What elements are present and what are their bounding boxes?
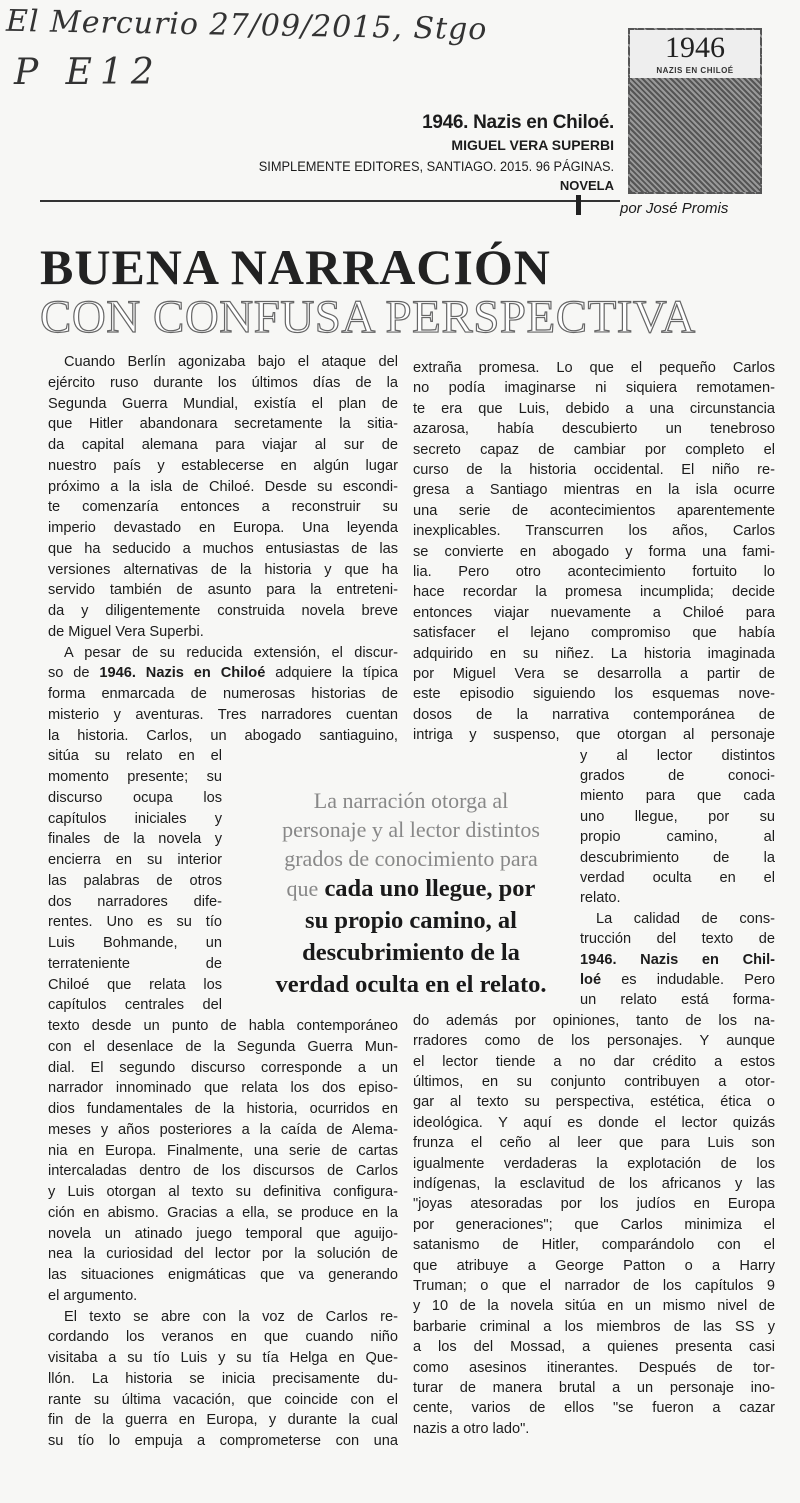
- article-line: como asesinos itinerantes. Después de tor-: [413, 1359, 775, 1376]
- article-line: El texto se abre con la voz de Carlos re-: [64, 1308, 398, 1325]
- article-line: satisfacer el lejano compromiso que había: [413, 625, 775, 642]
- article-line: miento para que cada: [580, 788, 775, 805]
- book-publisher: SIMPLEMENTE EDITORES, SANTIAGO. 2015. 96 PÁGINAS.: [258, 159, 614, 174]
- article-line: imperio devastado en Europa. Una leyenda: [48, 520, 398, 536]
- pull-quote-line: [236, 905, 586, 937]
- pull-quote-line: [236, 873, 586, 905]
- pull-quote-line: La narración otorga al: [313, 788, 509, 813]
- article-line: la historia. Carlos, un abogado santiaguino,: [48, 727, 398, 744]
- article-line: dos narradores dife-: [48, 893, 222, 910]
- article-line: ción en abismo. Gracias a ella, se produce en la: [48, 1204, 398, 1221]
- article-line: extraña promesa. Lo que el pequeño Carlos: [413, 360, 775, 376]
- handwritten-page-note: P E12: [14, 52, 162, 93]
- article-line: visitaba a su tío Luis y su tía Helga en Que-: [48, 1350, 398, 1366]
- article-line: nazis a otro lado".: [413, 1420, 530, 1437]
- pull-quote-line: grados de conocimiento para: [284, 846, 538, 871]
- article-line: cente, varios de ellos "se fueron a cazar: [413, 1400, 775, 1417]
- article-line: forma enmarcada de numerosas historias de: [48, 686, 398, 702]
- article-line: verdad oculta en el: [580, 870, 775, 886]
- article-line: propio camino, al: [580, 829, 775, 846]
- article-line: las palabras de otros: [48, 872, 222, 889]
- article-line: últimos, en su conjunto contribuyen a otor-: [413, 1074, 775, 1090]
- article-line: rradores como de los personajes. Y aunque: [413, 1033, 775, 1050]
- article-line: misterio y aventuras. Tres narradores cuentan: [48, 706, 398, 723]
- article-line: [580, 950, 775, 970]
- article-line: texto desde un punto de habla contemporáneo: [48, 1018, 398, 1034]
- article-line: discurso ocupa los: [48, 789, 222, 806]
- article-line: frunza el ceño al leer que para Luis son: [413, 1135, 775, 1152]
- article-line: Luis Bohmande, un: [48, 935, 222, 951]
- byline-marker: [576, 195, 581, 215]
- article-line: el argumento.: [48, 1287, 138, 1304]
- article-line: gresa a Santiago mientras en la isla ocurre: [413, 482, 775, 499]
- pull-quote-line: [236, 969, 586, 1001]
- article-line: Segunda Guerra Mundial, existía el plan de: [48, 395, 398, 412]
- article-line: finales de la novela y: [48, 831, 222, 848]
- article-line: curso de la historia occidental. El niño re-: [413, 462, 775, 478]
- article-line: [48, 663, 398, 683]
- article-line: satanismo de Hitler, comparándolo con el: [413, 1237, 775, 1254]
- pull-quote-emphasis: verdad oculta en el relato.: [275, 971, 547, 998]
- article-line: las situaciones enigmáticas que va generando: [48, 1267, 398, 1283]
- article-line: ideológica. Y aquí es donde el lector quizás: [413, 1114, 775, 1131]
- article-line: secreto capaz de cambiar por completo el: [413, 441, 775, 458]
- article-line: a los del Mossad, a quienes presenta casi: [413, 1339, 775, 1356]
- article-line: Chiloé que relata los: [48, 976, 222, 993]
- pull-quote-emphasis: cada uno llegue, por: [324, 875, 536, 902]
- pull-quote: [236, 786, 586, 1001]
- article-line: La calidad de cons-: [596, 910, 775, 927]
- article-line: sitúa su relato en el: [48, 748, 222, 765]
- article-line: turar de manera brutal a un personaje ino-: [413, 1380, 775, 1396]
- article-line: indígenas, la esclavitud de los africanos y las: [413, 1176, 775, 1192]
- article-line: trucción del texto de: [580, 931, 775, 948]
- cover-title: 1946: [665, 31, 725, 64]
- article-line: lia. Pero otro acontecimiento fortuito lo: [413, 564, 775, 580]
- pull-quote-emphasis: su propio camino, al: [305, 907, 517, 934]
- article-line: barbarie criminal a los miembros de las SS y: [413, 1318, 775, 1335]
- article-line: A pesar de su reducida extensión, el discur-: [64, 644, 398, 661]
- article-line: descubrimiento de la: [580, 849, 775, 866]
- article-line: llón. La historia se inicia precisamente du-: [48, 1370, 398, 1387]
- pull-quote-lead: que: [286, 876, 319, 901]
- article-line: este episodio siguiendo los esquemas nove-: [413, 686, 775, 703]
- article-line: da capital alemana para viajar al sur de: [48, 437, 398, 453]
- article-line: que Hitler abandonara secretamente la sitia-: [48, 416, 398, 433]
- article-line: entonces viajar nuevamente a Chiloé para: [413, 604, 775, 621]
- article-line: gar al texto su perspectiva, estética, ética o: [413, 1094, 775, 1111]
- article-line: ejército ruso durante los últimos días de la: [48, 374, 398, 391]
- pull-quote-line: personaje y al lector distintos: [282, 817, 540, 842]
- headline: BUENA NARRACIÓN: [40, 239, 551, 295]
- article-line: dios fundamentales de la historia, ocurridos en: [48, 1101, 398, 1117]
- article-line: no podía imaginarse ni siquiera remotamen-: [413, 380, 775, 397]
- article-line: [580, 970, 775, 990]
- article-line: "joyas atesoradas por los judíos en Europa: [413, 1196, 775, 1213]
- article-line: nuestro país y establecerse en algún lugar: [48, 457, 398, 474]
- article-line: y al lector distintos: [580, 747, 775, 764]
- article-line: momento presente; su: [48, 769, 222, 785]
- article-line: rentes. Uno es su tío: [48, 914, 222, 931]
- article-line: grados de conoci-: [580, 768, 775, 784]
- book-title-mention: 1946. Nazis en Chiloé: [99, 665, 266, 682]
- article-line: intercaladas dentro de los discursos de Carlos: [48, 1163, 398, 1180]
- article-line: terrateniente de: [48, 955, 222, 972]
- article-line: Truman; o que el narrador de los capítulos 9: [413, 1278, 775, 1294]
- article-line: nea la curiosidad del lector por la solución de: [48, 1246, 398, 1263]
- cover-subtitle: NAZIS EN CHILOÉ: [656, 66, 734, 75]
- headline-sub: CON CONFUSA PERSPECTIVA: [40, 291, 696, 343]
- article-line: encierra en su interior: [48, 852, 222, 868]
- article-line: intriga y suspenso, que otorgan al personaje: [413, 727, 775, 744]
- article-line: servido también de asunto para la entreteni-: [48, 582, 398, 599]
- article-line: Cuando Berlín agonizaba bajo el ataque del: [64, 354, 398, 370]
- book-title-mention: 1946. Nazis en Chil-: [580, 951, 775, 968]
- book-title: 1946. Nazis en Chiloé.: [422, 112, 614, 133]
- article-line: próximo a la isla de Chiloé. Desde su escondi-: [48, 478, 398, 495]
- article-line: da y diligentemente construida novela breve: [48, 603, 398, 619]
- article-line: el lector tiende a no dar crédito a estos: [413, 1053, 775, 1070]
- article-line: novela un atinado juego temporal que aguijo-: [48, 1225, 398, 1242]
- handwritten-source-note: El Mercurio 27/09/2015, Stgo: [5, 3, 488, 48]
- line-text: adquiere la típica: [265, 665, 398, 682]
- article-line: nia en Europa. Finalmente, una serie de cartas: [48, 1142, 398, 1159]
- article-line: hace recordar la promesa incumplida; decide: [413, 584, 775, 601]
- article-line: azarosa, había descubierto un tenebroso: [413, 421, 775, 438]
- article-line: igualmente verdaderas la explotación de los: [413, 1155, 775, 1172]
- article-line: rante su última vacación, que coincide con el: [48, 1391, 398, 1408]
- article-line: meses y años posteriores a la caída de Alema-: [48, 1121, 398, 1138]
- line-text: es indudable. Pero: [601, 972, 775, 988]
- article-line: adquirido en su niñez. La historia imaginada: [413, 645, 775, 662]
- article-line: y Luis otorgan al texto su definitiva configura-: [48, 1184, 398, 1200]
- article-line: por generaciones"; que Carlos minimiza el: [413, 1216, 775, 1233]
- book-cover-image: [628, 28, 762, 194]
- article-line: su tío lo empuja a comprometerse con una: [48, 1433, 398, 1449]
- book-genre: NOVELA: [559, 178, 614, 193]
- line-text: so de: [48, 665, 100, 682]
- article-line: de Miguel Vera Superbi.: [48, 623, 204, 640]
- article-line: cordando los veranos en que cuando niño: [48, 1329, 398, 1346]
- pull-quote-emphasis: descubrimiento de la: [302, 939, 520, 966]
- article-line: que atribuye a George Patton o a Harry: [413, 1257, 775, 1274]
- article-line: dosos de la narrativa contemporánea de: [413, 706, 775, 723]
- article-line: por Miguel Vera se desarrolla a partir de: [413, 666, 775, 682]
- article-line: capítulos iniciales y: [48, 810, 222, 827]
- article-line: dial. El segundo discurso corresponde a un: [48, 1059, 398, 1076]
- article-line: relato.: [580, 890, 621, 907]
- pull-quote-line: [236, 937, 586, 969]
- article-line: y 10 de la novela sitúa en un mismo nivel de: [413, 1298, 775, 1315]
- article-line: capítulos centrales del: [48, 997, 222, 1014]
- article-line: te era que Luis, debido a una circunstancia: [413, 400, 775, 417]
- article-line: inexplicables. Transcurren los años, Carlos: [413, 523, 775, 540]
- article-line: que ha seducido a muchos entusiastas de las: [48, 540, 398, 557]
- book-title-mention: loé: [580, 972, 602, 988]
- byline: por José Promis: [620, 200, 729, 217]
- article-line: un relato está forma-: [580, 992, 775, 1009]
- article-line: versiones alternativas de la historia y que ha: [48, 561, 398, 578]
- article-line: se convierte en abogado y forma una fami-: [413, 543, 775, 560]
- article-line: narrador innominado que relata los dos episo-: [48, 1080, 398, 1097]
- header-divider: [40, 200, 620, 202]
- article-line: te comenzaría entonces a reconstruir su: [48, 499, 398, 516]
- article-line: fin de la guerra en Europa, y durante la cual: [48, 1412, 398, 1429]
- article-line: con el desenlace de la Segunda Guerra Mun-: [48, 1038, 398, 1055]
- book-author: MIGUEL VERA SUPERBI: [451, 137, 614, 153]
- article-line: uno llegue, por su: [580, 808, 775, 825]
- article-line: do además por opiniones, tanto de los na-: [413, 1012, 775, 1029]
- article-line: una serie de acontecimientos aparentemente: [413, 502, 775, 519]
